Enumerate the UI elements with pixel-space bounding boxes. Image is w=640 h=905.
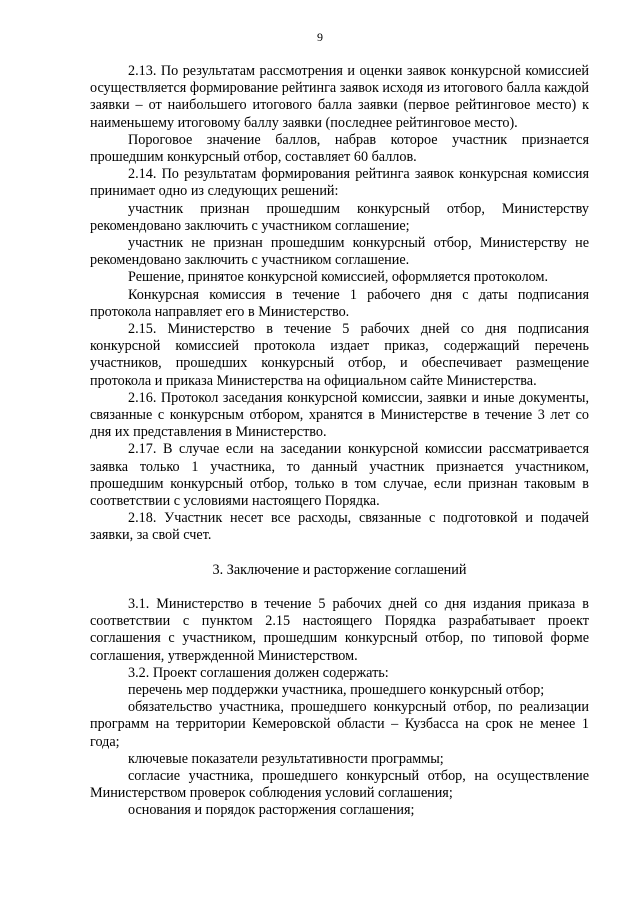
paragraph-protocol-sending: Конкурсная комиссия в течение 1 рабочего дня с даты подписания протокола направляет его в Министерство. xyxy=(90,286,589,320)
page-number: 9 xyxy=(317,30,323,44)
spacer xyxy=(90,579,589,596)
paragraph-threshold: Пороговое значение баллов, набрав которое участник признается прошедшим конкурсный отбор, составляет 60 баллов. xyxy=(90,131,589,166)
paragraph-2-13: 2.13. По результатам рассмотрения и оценки заявок конкурсной комиссией осуществляется формирование рейтинга заявок исходя из итогового балла каждой заявки – от наибольшего итогового балла заявки (первое рейтинговое место) к наименьшему итоговому баллу заявки (последнее рейтинговое место). xyxy=(90,63,589,131)
paragraph-support-measures: перечень мер поддержки участника, прошедшего конкурсный отбор; xyxy=(128,681,545,698)
paragraph-termination: основания и порядок расторжения соглашения; xyxy=(128,802,415,819)
paragraph-protocol: Решение, принятое конкурсной комиссией, оформляется протоколом. xyxy=(128,269,549,286)
document-body xyxy=(90,63,589,820)
paragraph-consent: согласие участника, прошедшего конкурсный отбор, на осуществление Министерством проверок соблюдения условий соглашения; xyxy=(90,767,589,802)
paragraph-decision-passed: участник признан прошедшим конкурсный отбор, Министерству рекомендовано заключить с участником соглашение; xyxy=(90,200,589,234)
paragraph-3-1: 3.1. Министерство в течение 5 рабочих дней со дня издания приказа в соответствии с пунктом 2.15 настоящего Порядка разрабатывает проект соглашения с участником, прошедшим конкурсный отбор, по типовой форме соглашения, утвержденной Министерством. xyxy=(90,595,589,664)
spacer xyxy=(90,545,589,562)
paragraph-2-18: 2.18. Участник несет все расходы, связанные с подготовкой и подачей заявки, за свой счет. xyxy=(90,510,589,544)
paragraph-2-16: 2.16. Протокол заседания конкурсной комиссии, заявки и иные документы, связанные с конкурсным отбором, хранятся в Министерстве в течение 3 лет со дня их представления в Министерство. xyxy=(90,389,589,441)
paragraph-2-14: 2.14. По результатам формирования рейтинга заявок конкурсная комиссия принимает одно из следующих решений: xyxy=(90,166,589,200)
paragraph-2-15: 2.15. Министерство в течение 5 рабочих дней со дня подписания конкурсной комиссией протокола издает приказ, содержащий перечень участников, прошедших конкурсный отбор, и обеспечивает размещение протокола и приказа Министерства на официальном сайте Министерства. xyxy=(90,321,589,389)
paragraph-decision-not-passed: участник не признан прошедшим конкурсный отбор, Министерству не рекомендовано заключить с участником соглашение. xyxy=(90,235,589,269)
section-heading: 3. Заключение и расторжение соглашений xyxy=(212,561,467,578)
paragraph-2-17: 2.17. В случае если на заседании конкурсной комиссии рассматривается заявка только 1 участника, то данный участник признается участником, прошедшим конкурсный отбор, только в том случае, если признан таковым в соответствии с условиями настоящего Порядка. xyxy=(90,441,589,510)
paragraph-obligation: обязательство участника, прошедшего конкурсный отбор, по реализации программ на территории Кемеровской области – Кузбасса на срок не менее 1 года; xyxy=(90,699,589,750)
paragraph-key-indicators: ключевые показатели результативности программы; xyxy=(128,750,444,767)
paragraph-3-2: 3.2. Проект соглашения должен содержать: xyxy=(128,664,389,681)
